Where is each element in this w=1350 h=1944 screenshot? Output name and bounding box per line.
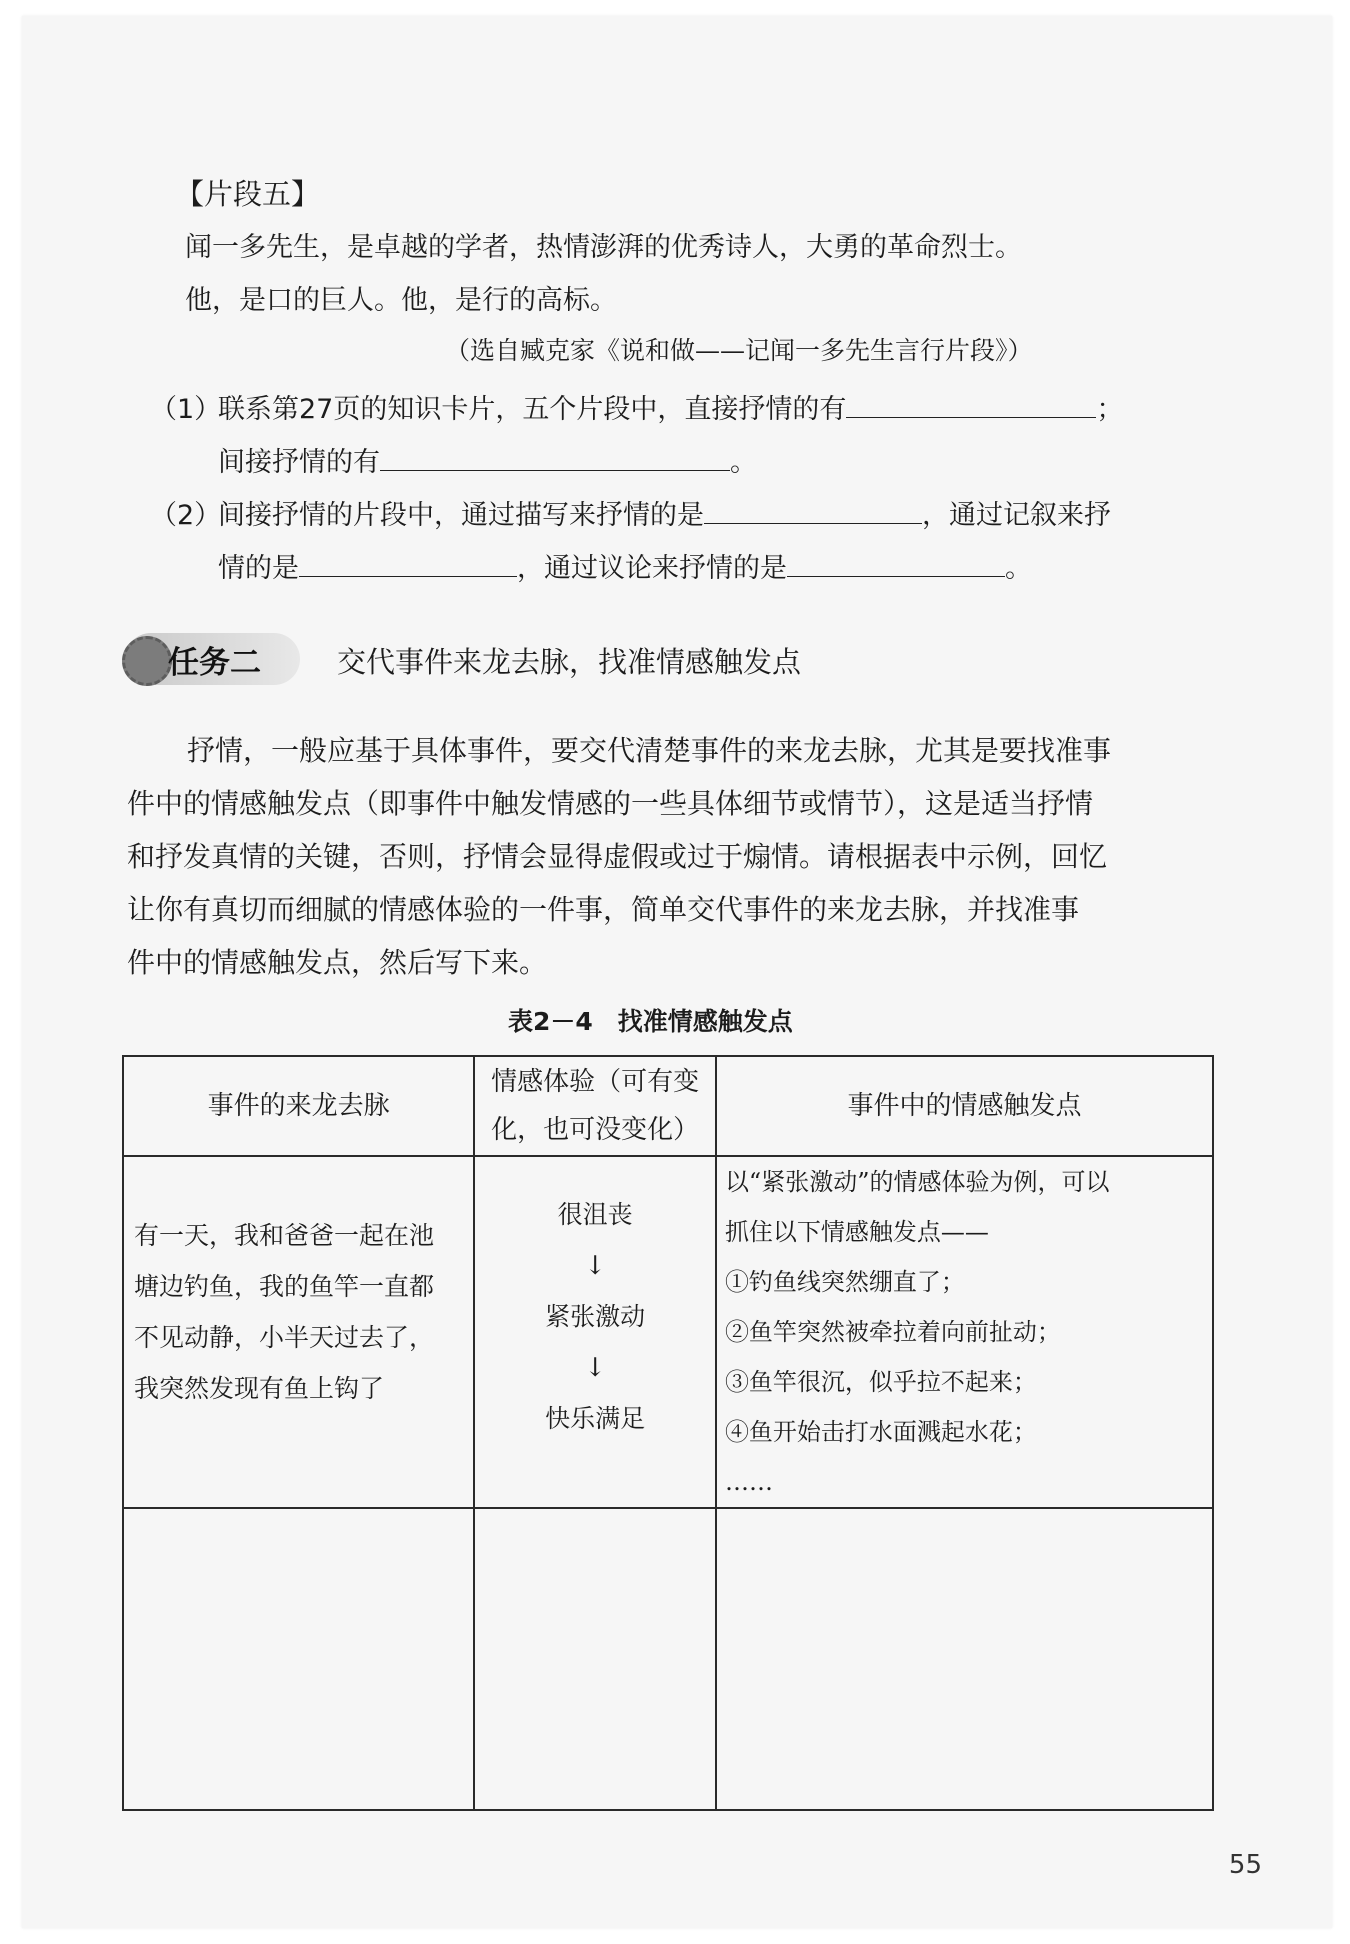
trigger-list — [725, 1157, 1212, 1507]
example-event-cell — [123, 1156, 474, 1508]
fragment-line-1: 闻一多先生，是卓越的学者，热情澎湃的优秀诗人，大勇的革命烈士。 — [185, 232, 1022, 263]
trigger-line: …… — [724, 1468, 773, 1496]
arrow-down-icon: ↓ — [584, 1251, 607, 1281]
question-2-text-b: 情的是 — [218, 553, 299, 584]
answer-blank-narration[interactable] — [299, 550, 517, 577]
question-2-line-2 — [218, 546, 1032, 585]
emotion-3: 快乐满足 — [545, 1404, 646, 1433]
intro-line: 和抒发真情的关键，否则，抒情会显得虚假或过于煽情。请根据表中示例，回忆 — [127, 840, 1108, 873]
example-trigger-cell — [716, 1156, 1213, 1508]
answer-blank-indirect[interactable] — [380, 444, 730, 471]
emotion-trigger-table — [122, 1055, 1214, 1811]
question-1-semicolon: ； — [1096, 394, 1124, 425]
intro-line: 件中的情感触发点，然后写下来。 — [127, 946, 548, 979]
header-cell-emotion — [474, 1056, 716, 1156]
question-2-period: 。 — [1005, 553, 1032, 584]
trigger-line: 以“紧张激动”的情感体验为例，可以 — [724, 1168, 1110, 1196]
table-row-example — [123, 1156, 1213, 1508]
question-1-line-1 — [218, 387, 1123, 426]
emotion-2: 紧张激动 — [545, 1302, 646, 1331]
question-2-text-mid: ，通过记叙来抒 — [922, 500, 1111, 531]
header-emotion-line-1: 情感体验（可有变 — [491, 1067, 700, 1097]
trigger-line: ①钓鱼线突然绷直了； — [724, 1268, 965, 1296]
header-event-label: 事件的来龙去脉 — [207, 1091, 390, 1121]
header-emotion-line-2: 化，也可没变化） — [491, 1115, 700, 1145]
question-1-text: 联系第27页的知识卡片，五个片段中，直接抒情的有 — [218, 394, 847, 425]
seal-icon — [122, 636, 172, 686]
trigger-line: 抓住以下情感触发点—— — [724, 1218, 989, 1246]
answer-blank-description[interactable] — [704, 497, 922, 524]
example-event-text — [134, 1210, 473, 1414]
intro-line: 件中的情感触发点（即事件中触发情感的一些具体细节或情节），这是适当抒情 — [127, 787, 1094, 820]
table-row-answer — [123, 1508, 1213, 1810]
task-badge-label: 任务二 — [168, 645, 261, 681]
header-trigger-label: 事件中的情感触发点 — [847, 1091, 1082, 1121]
question-2-text: 间接抒情的片段中，通过描写来抒情的是 — [218, 500, 704, 531]
task-title: 交代事件来龙去脉，找准情感触发点 — [337, 645, 802, 679]
trigger-line: ③鱼竿很沉，似乎拉不起来； — [724, 1368, 1037, 1396]
answer-emotion-cell[interactable] — [474, 1508, 716, 1810]
question-2-text-b-mid: ，通过议论来抒情的是 — [517, 553, 787, 584]
answer-event-cell[interactable] — [123, 1508, 474, 1810]
intro-paragraph — [127, 724, 1217, 989]
event-line: 有一天，我和爸爸一起在池 — [134, 1221, 435, 1250]
table-header-row — [123, 1056, 1213, 1156]
answer-blank-direct[interactable] — [846, 391, 1096, 418]
arrow-down-icon: ↓ — [584, 1353, 607, 1383]
trigger-line: ②鱼竿突然被牵拉着向前扯动； — [724, 1318, 1061, 1346]
emotion-sequence — [475, 1190, 715, 1444]
page-number: 55 — [1228, 1850, 1262, 1880]
event-line: 塘边钓鱼，我的鱼竿一直都 — [134, 1272, 435, 1301]
answer-trigger-cell[interactable] — [716, 1508, 1213, 1810]
question-1-line-2 — [218, 440, 757, 479]
header-cell-event — [123, 1056, 474, 1156]
question-1-period: 。 — [730, 447, 757, 478]
question-2-number: （2） — [150, 500, 222, 531]
question-1-text-b: 间接抒情的有 — [218, 447, 380, 478]
question-2-line-1 — [218, 493, 1111, 532]
fragment-source: （选自臧克家《说和做——记闻一多先生言行片段》） — [445, 336, 1033, 365]
event-line: 不见动静，小半天过去了， — [134, 1323, 435, 1352]
question-1-number: （1） — [150, 394, 222, 425]
emotion-1: 很沮丧 — [557, 1200, 633, 1229]
trigger-line: ④鱼开始击打水面溅起水花； — [724, 1418, 1037, 1446]
intro-line: 抒情，一般应基于具体事件，要交代清楚事件的来龙去脉，尤其是要找准事 — [187, 734, 1112, 767]
example-emotion-cell — [474, 1156, 716, 1508]
event-line: 我突然发现有鱼上钩了 — [134, 1374, 385, 1403]
header-cell-trigger — [716, 1056, 1213, 1156]
table-caption: 表2－4 找准情感触发点 — [508, 1007, 793, 1036]
fragment-line-2: 他，是口的巨人。他，是行的高标。 — [185, 285, 617, 316]
fragment-heading: 【片段五】 — [175, 177, 321, 211]
intro-line: 让你有真切而细腻的情感体验的一件事，简单交代事件的来龙去脉，并找准事 — [127, 893, 1080, 926]
answer-blank-argument[interactable] — [787, 550, 1005, 577]
